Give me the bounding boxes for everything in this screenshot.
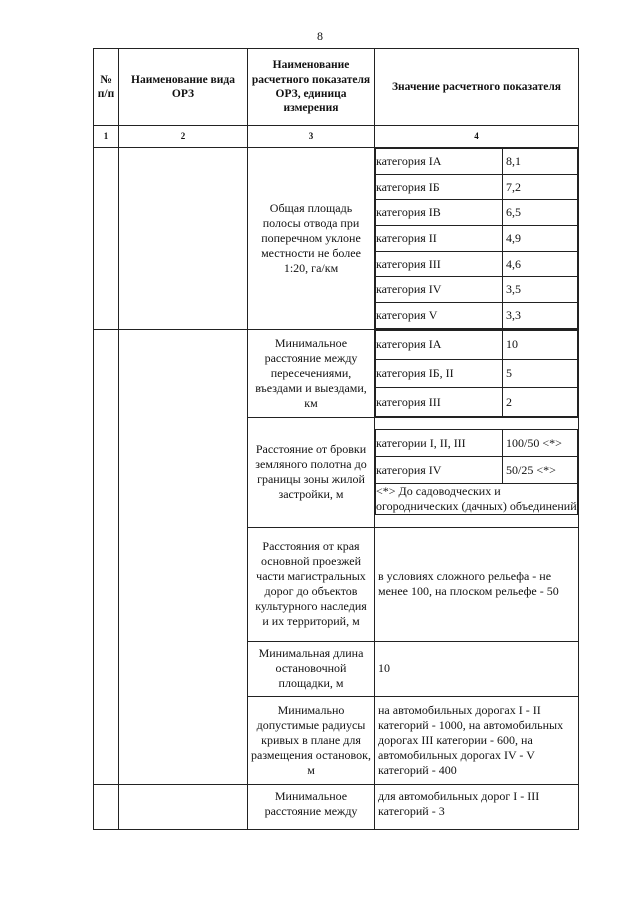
header-number: № п/п xyxy=(94,49,119,126)
indicator-name: Минимально допустимые радиусы кривых в плане для размещения остановок, м xyxy=(248,696,375,784)
indicator-value: 10 xyxy=(375,641,579,696)
indicator-name: Общая площадь полосы отвода при поперечном уклоне местности не более 1:20, га/км xyxy=(248,148,375,330)
category-row xyxy=(376,277,578,303)
column-number: 4 xyxy=(375,126,579,148)
indicator-value: для автомобильных дорог I - III категорий - 3 xyxy=(375,784,579,829)
row-number-cell xyxy=(94,148,119,330)
category-value: 6,5 xyxy=(503,200,578,226)
category-row xyxy=(376,200,578,226)
table-row xyxy=(94,329,579,417)
category-value: 7,2 xyxy=(503,174,578,200)
category-label: категории I, II, III xyxy=(376,430,503,457)
category-label: категория IV xyxy=(376,277,503,303)
category-value: 10 xyxy=(503,330,578,359)
category-value: 8,1 xyxy=(503,149,578,175)
category-values xyxy=(375,148,578,329)
indicator-name: Расстояние от бровки земляного полотна до границы зоны жилой застройки, м xyxy=(248,417,375,527)
header-type-name: Наименование вида ОРЗ xyxy=(119,49,248,126)
values-cell xyxy=(375,148,579,330)
footnote: <*> До садоводческих и огороднических (дачных) объединений xyxy=(376,484,577,514)
category-value: 2 xyxy=(503,388,578,417)
category-row xyxy=(376,359,578,388)
header-indicator-value: Значение расчетного показателя xyxy=(375,49,579,126)
indicator-name: Расстояния от края основной проезжей части магистральных дорог до объектов культурного наследия и их территорий, м xyxy=(248,527,375,641)
column-numbers-row xyxy=(94,126,579,148)
category-value: 4,9 xyxy=(503,226,578,252)
note-row xyxy=(376,484,578,515)
category-value: 100/50 <*> xyxy=(503,430,578,457)
category-value: 5 xyxy=(503,359,578,388)
values-cell xyxy=(375,417,579,527)
category-label: категория IА xyxy=(376,149,503,175)
type-name-cell xyxy=(119,148,248,330)
table-row xyxy=(94,148,579,330)
column-number: 3 xyxy=(248,126,375,148)
table-row xyxy=(94,784,579,829)
category-row xyxy=(376,457,578,484)
indicator-value: на автомобильных дорогах I - II категорий - 1000, на автомобильных дорогах III категории - 600, на автомобильных дорогах IV - V категорий - 400 xyxy=(375,696,579,784)
category-row xyxy=(376,251,578,277)
category-label: категория IV xyxy=(376,457,503,484)
category-row xyxy=(376,303,578,329)
indicator-name: Минимальная длина остановочной площадки, м xyxy=(248,641,375,696)
indicator-name: Минимальное расстояние между xyxy=(248,784,375,829)
column-number: 1 xyxy=(94,126,119,148)
category-values xyxy=(375,429,578,515)
column-number: 2 xyxy=(119,126,248,148)
type-name-cell xyxy=(119,329,248,784)
category-row xyxy=(376,330,578,359)
category-label: категория III xyxy=(376,251,503,277)
category-value: 3,5 xyxy=(503,277,578,303)
category-row xyxy=(376,174,578,200)
category-label: категория V xyxy=(376,303,503,329)
category-value: 50/25 <*> xyxy=(503,457,578,484)
category-value: 4,6 xyxy=(503,251,578,277)
category-value: 3,3 xyxy=(503,303,578,329)
values-cell xyxy=(375,329,579,417)
row-number-cell xyxy=(94,784,119,829)
category-row xyxy=(376,430,578,457)
indicator-value: в условиях сложного рельефа - не менее 100, на плоском рельефе - 50 xyxy=(375,527,579,641)
header-indicator-name: Наименование расчетного показателя ОРЗ, единица измерения xyxy=(248,49,375,126)
category-row xyxy=(376,388,578,417)
category-label: категория II xyxy=(376,226,503,252)
indicator-name: Минимальное расстояние между пересечениями, въездами и выездами, км xyxy=(248,329,375,417)
category-row xyxy=(376,149,578,175)
category-label: категория IБ xyxy=(376,174,503,200)
indicators-table xyxy=(93,48,579,830)
type-name-cell xyxy=(119,784,248,829)
page-number: 8 xyxy=(317,29,323,43)
category-label: категория III xyxy=(376,388,503,417)
category-row xyxy=(376,226,578,252)
category-label: категория IА xyxy=(376,330,503,359)
row-number-cell xyxy=(94,329,119,784)
category-label: категория IБ, II xyxy=(376,359,503,388)
category-values xyxy=(375,330,578,417)
table-header-row xyxy=(94,49,579,126)
category-label: категория IВ xyxy=(376,200,503,226)
